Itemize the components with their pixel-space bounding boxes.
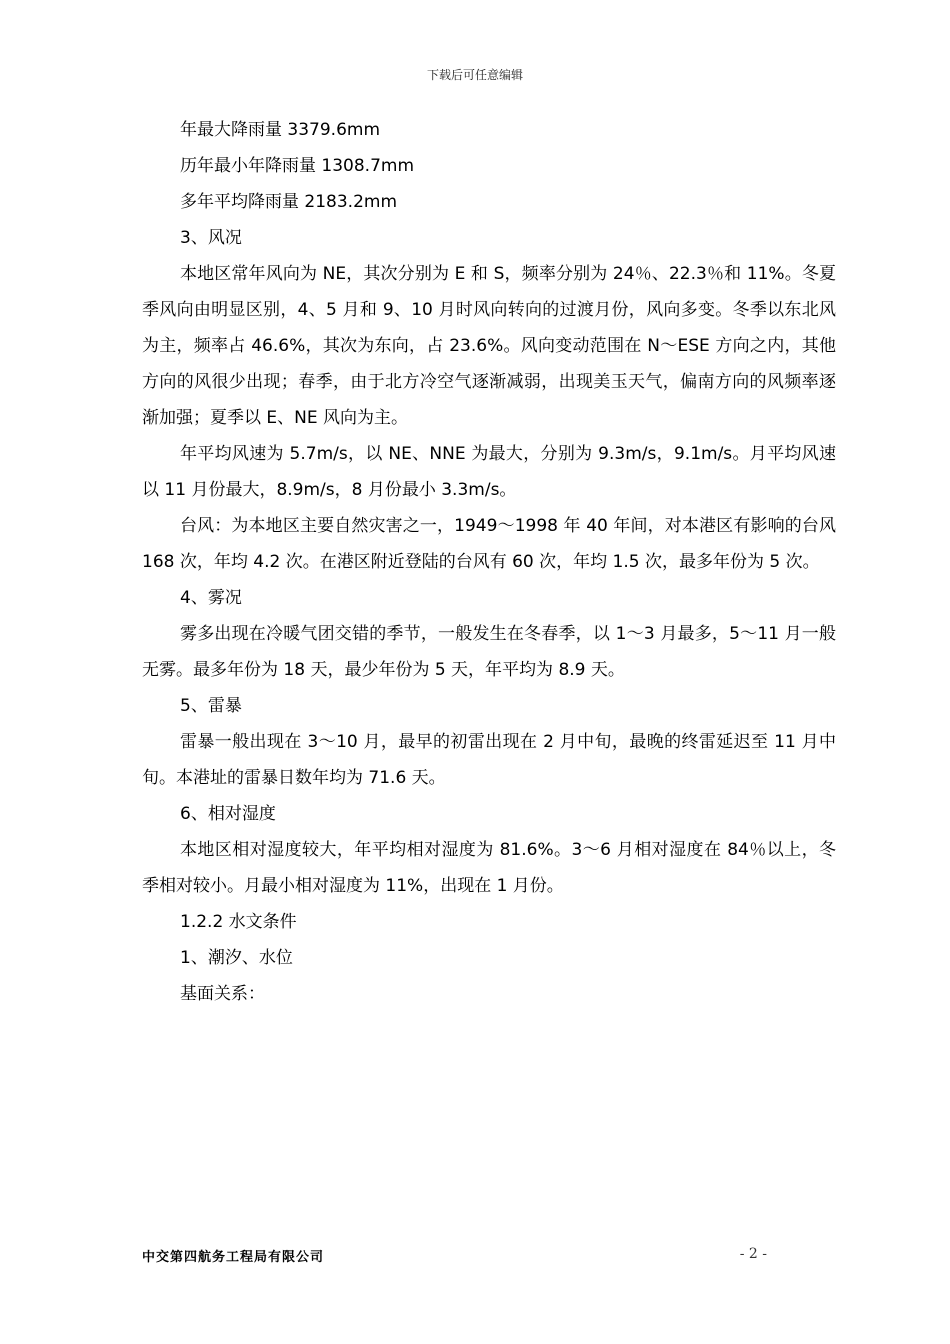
min-annual-rainfall: 历年最小年降雨量 1308.7mm xyxy=(180,156,415,176)
section-heading-tide: 1、潮汐、水位 xyxy=(180,948,293,968)
document-body xyxy=(142,112,836,1012)
page-header-note: 下载后可任意编辑 xyxy=(426,68,523,82)
paragraph-humidity: 本地区相对湿度较大，年平均相对湿度为 81.6%。3～6 月相对湿度在 84％以上，冬季相对较小。月最小相对湿度为 11%，出现在 1 月份。 xyxy=(142,840,836,896)
max-annual-rainfall: 年最大降雨量 3379.6mm xyxy=(180,120,381,140)
paragraph-fog: 雾多出现在冷暖气团交错的季节，一般发生在冬春季，以 1～3 月最多，5～11 月一般无雾。最多年份为 18 天，最少年份为 5 天，年平均为 8.9 天。 xyxy=(142,624,836,680)
page-footer xyxy=(142,1246,767,1266)
avg-annual-rainfall: 多年平均降雨量 2183.2mm xyxy=(180,192,398,212)
footer-page-number: - 2 - xyxy=(739,1246,767,1262)
section-heading-hydrology: 1.2.2 水文条件 xyxy=(180,912,297,932)
paragraph-wind-speed: 年平均风速为 5.7m/s，以 NE、NNE 为最大，分别为 9.3m/s，9.1m/s。月平均风速以 11 月份最大，8.9m/s，8 月份最小 3.3m/s。 xyxy=(142,444,836,500)
paragraph-typhoon: 台风：为本地区主要自然灾害之一，1949～1998 年 40 年间，对本港区有影响的台风 168 次，年均 4.2 次。在港区附近登陆的台风有 60 次，年均 1.5 次，最多年份为 5 次。 xyxy=(142,516,836,572)
paragraph-thunder: 雷暴一般出现在 3～10 月，最早的初雷出现在 2 月中旬，最晚的终雷延迟至 11 月中旬。本港址的雷暴日数年均为 71.6 天。 xyxy=(142,732,836,788)
paragraph-datum: 基面关系： xyxy=(180,984,265,1004)
section-heading-fog: 4、雾况 xyxy=(180,588,242,608)
paragraph-wind-direction: 本地区常年风向为 NE，其次分别为 E 和 S，频率分别为 24％、22.3％和 11%。冬夏季风向由明显区别，4、5 月和 9、10 月时风向转向的过渡月份，风向多变。冬季以东北风为主，频率占 46.6%，其次为东向，占 23.6%。风向变动范围在 N～ESE 方向之内，其他方向的风很少出现；春季，由于北方冷空气逐渐减弱，出现美玉天气，偏南方向的风频率逐渐加强；夏季以 E、NE 风向为主。 xyxy=(142,264,836,428)
section-heading-thunder: 5、雷暴 xyxy=(180,696,242,716)
section-heading-humidity: 6、相对湿度 xyxy=(180,804,276,824)
footer-company-name: 中交第四航务工程局有限公司 xyxy=(142,1250,325,1265)
section-heading-wind: 3、风况 xyxy=(180,228,242,248)
